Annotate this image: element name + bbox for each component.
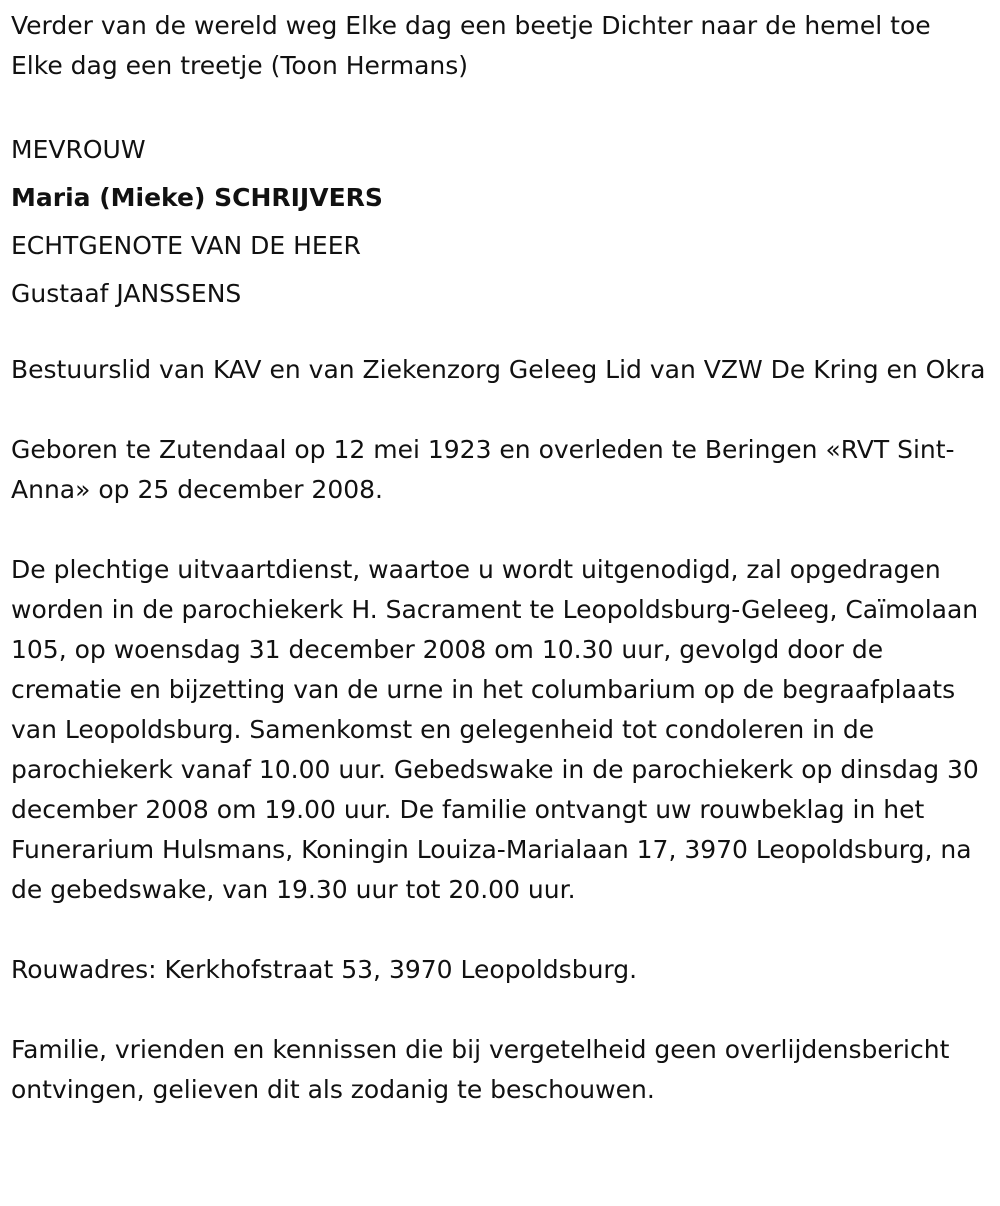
spacer — [11, 990, 990, 1030]
spouse-prefix: ECHTGENOTE VAN DE HEER — [11, 231, 361, 260]
spacer — [11, 510, 990, 550]
spouse-name: Gustaaf JANSSENS — [11, 279, 242, 308]
funeral-details-text: De plechtige uitvaartdienst, waartoe u wordt uitgenodigd, zal opgedragen worden in de parochiekerk H. Sacrament te Leopoldsburg-Geleeg, Caïmolaan 105, op woensdag 31 december 2008 om 10.30 uur, gevolgd door de crematie en bijzetting van de urne in het columbarium op de begraafplaats van Leopoldsburg. Samenkomst en gelegenheid tot condoleren in de parochiekerk vanaf 10.00 uur. Gebedswake in de parochiekerk op dinsdag 30 december 2008 om 19.00 uur. De familie ontvangt uw rouwbeklag in het Funerarium Hulsmans, Koningin Louiza-Marialaan 17, 3970 Leopoldsburg, na de gebedswake, van 19.30 uur tot 20.00 uur. — [11, 555, 979, 904]
closing-text: Familie, vrienden en kennissen die bij vergetelheid geen overlijdensbericht ontvingen, gelieven dit als zodanig te beschouwen. — [11, 1035, 950, 1104]
quote-text: Verder van de wereld weg Elke dag een beetje Dichter naar de hemel toe Elke dag een treetje (Toon Hermans) — [11, 11, 931, 80]
spacer — [11, 86, 990, 126]
deceased-name: Maria (Mieke) SCHRIJVERS — [11, 183, 383, 212]
salutation: MEVROUW — [11, 135, 146, 164]
mourning-address: Rouwadres: Kerkhofstraat 53, 3970 Leopoldsburg. — [11, 955, 638, 984]
memberships-text: Bestuurslid van KAV en van Ziekenzorg Geleeg Lid van VZW De Kring en Okra — [11, 355, 986, 384]
spacer — [11, 318, 990, 350]
spacer — [11, 390, 990, 430]
birth-death-text: Geboren te Zutendaal op 12 mei 1923 en overleden te Beringen «RVT Sint-Anna» op 25 december 2008. — [11, 435, 955, 504]
spacer — [11, 910, 990, 950]
